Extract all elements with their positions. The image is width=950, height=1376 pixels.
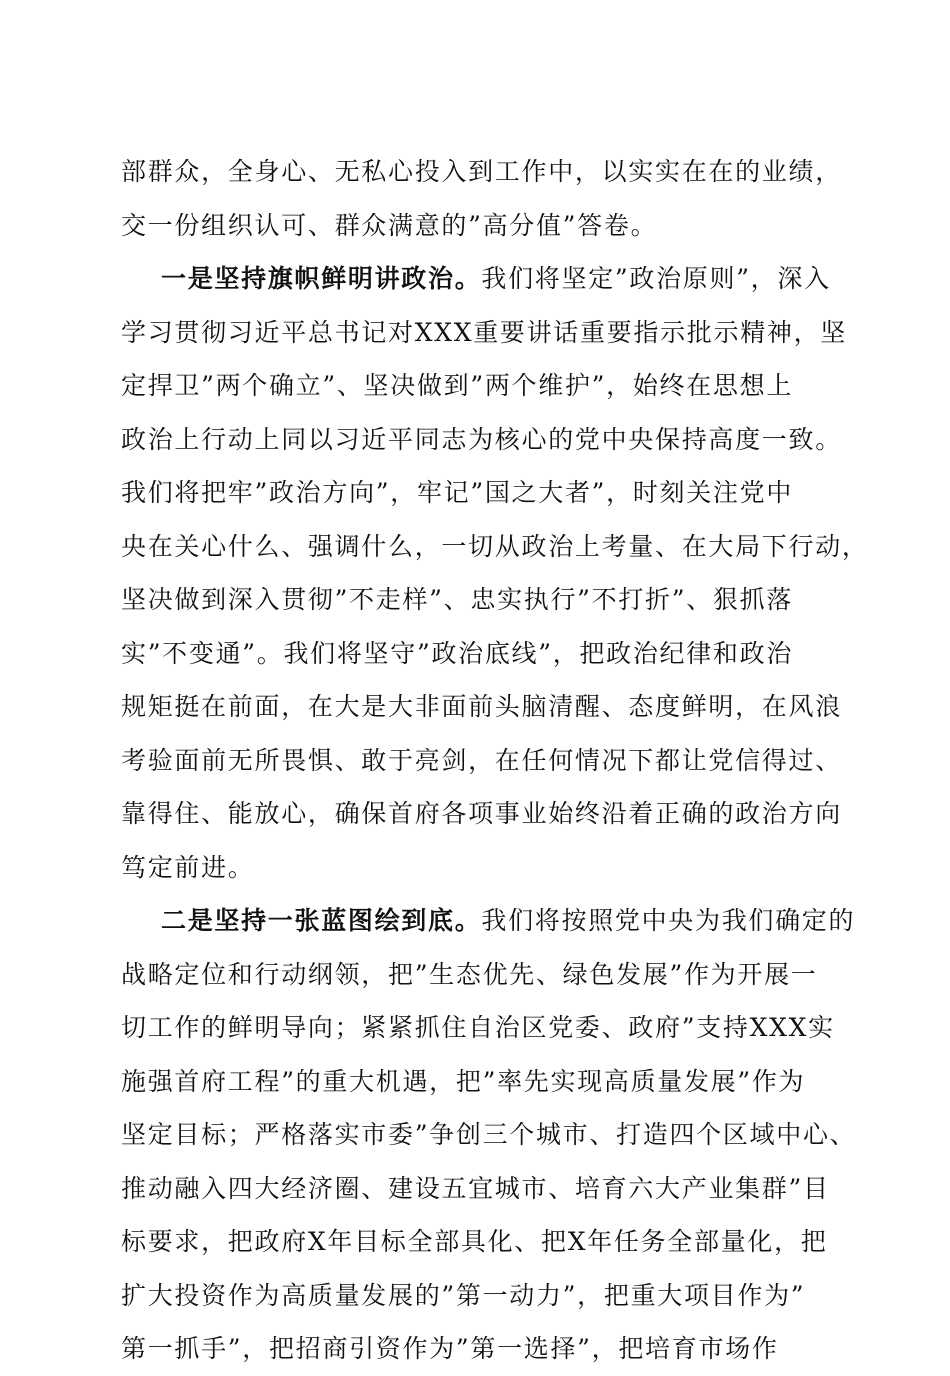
line-text: 推动融入四大经济圈、建设五宜城市、培育六大产业集群”目 (121, 1173, 830, 1203)
line-text: 我们将按照党中央为我们确定的 (481, 906, 856, 935)
paragraph-heading-line (121, 252, 831, 306)
line-text: 战略定位和行动纲领，把”生态优先、绿色发展”作为开展一 (121, 959, 818, 989)
line-text: 部群众，全身心、无私心投入到工作中，以实实在在的业绩， (121, 157, 842, 186)
line-text: 实”不变通”。我们将坚守”政治底线”，把政治纪律和政治 (121, 638, 794, 668)
text-line (121, 573, 831, 627)
line-text: 笃定前进。 (121, 852, 255, 882)
line-text: 坚决做到深入贯彻”不走样”、忠实执行”不打折”、狠抓落 (121, 585, 794, 614)
text-line (121, 627, 831, 681)
line-text: 切工作的鲜明导向；紧紧抓住自治区党委、政府”支持XXX实 (121, 1013, 835, 1042)
text-line (121, 359, 831, 413)
text-line (121, 841, 831, 895)
line-text: 政治上行动上同以习近平同志为核心的党中央保持高度一致。 (121, 424, 842, 454)
text-line (121, 1322, 831, 1376)
line-text: 我们将坚定”政治原则”，深入 (481, 264, 831, 293)
line-text: 规矩挺在前面，在大是大非面前头脑清醒、态度鲜明，在风浪 (121, 692, 842, 721)
text-line (121, 680, 842, 734)
line-text: 靠得住、能放心，确保首府各项事业始终沿着正确的政治方向 (121, 799, 842, 828)
line-text: 定捍卫”两个确立”、坚决做到”两个维护”，始终在思想上 (121, 371, 794, 400)
line-text: 施强首府工程”的重大机遇，把”率先实现高质量发展”作为 (121, 1066, 806, 1096)
paragraph-heading-line (121, 894, 856, 948)
line-text: 央在关心什么、强调什么，一切从政治上考量、在大局下行动， (121, 531, 869, 561)
document-body (121, 145, 869, 1376)
text-line (121, 787, 842, 841)
line-text: 交一份组织认可、群众满意的”高分值”答卷。 (121, 210, 658, 240)
text-line (121, 466, 831, 520)
text-line (121, 1215, 831, 1269)
text-line (121, 1108, 857, 1162)
text-line (121, 306, 847, 360)
text-line (121, 1001, 835, 1055)
line-text: 扩大投资作为高质量发展的”第一动力”，把重大项目作为” (121, 1280, 806, 1310)
line-text: 标要求，把政府X年目标全部具化、把X年任务全部量化，把 (121, 1227, 828, 1256)
text-line (121, 1055, 831, 1109)
text-line (121, 199, 831, 253)
text-line (121, 1162, 831, 1216)
paragraph-lead: 一是坚持旗帜鲜明讲政治。 (161, 264, 482, 293)
text-line (121, 1269, 831, 1323)
line-text: 坚定目标；严格落实市委”争创三个城市、打造四个区域中心、 (121, 1120, 857, 1149)
line-text: 考验面前无所畏惧、敢于亮剑，在任何情况下都让党信得过、 (121, 745, 842, 775)
line-text: 学习贯彻习近平总书记对XXX重要讲话重要指示批示精神，坚 (121, 317, 847, 347)
text-line (121, 948, 831, 1002)
line-text: 我们将把牢”政治方向”，牢记”国之大者”，时刻关注党中 (121, 478, 794, 507)
text-line (121, 734, 842, 788)
line-text: 第一抓手”，把招商引资作为”第一选择”，把培育市场作 (121, 1334, 779, 1363)
text-line (121, 413, 842, 467)
paragraph-lead: 二是坚持一张蓝图绘到底。 (161, 906, 482, 935)
text-line (121, 520, 869, 574)
text-line (121, 145, 842, 199)
